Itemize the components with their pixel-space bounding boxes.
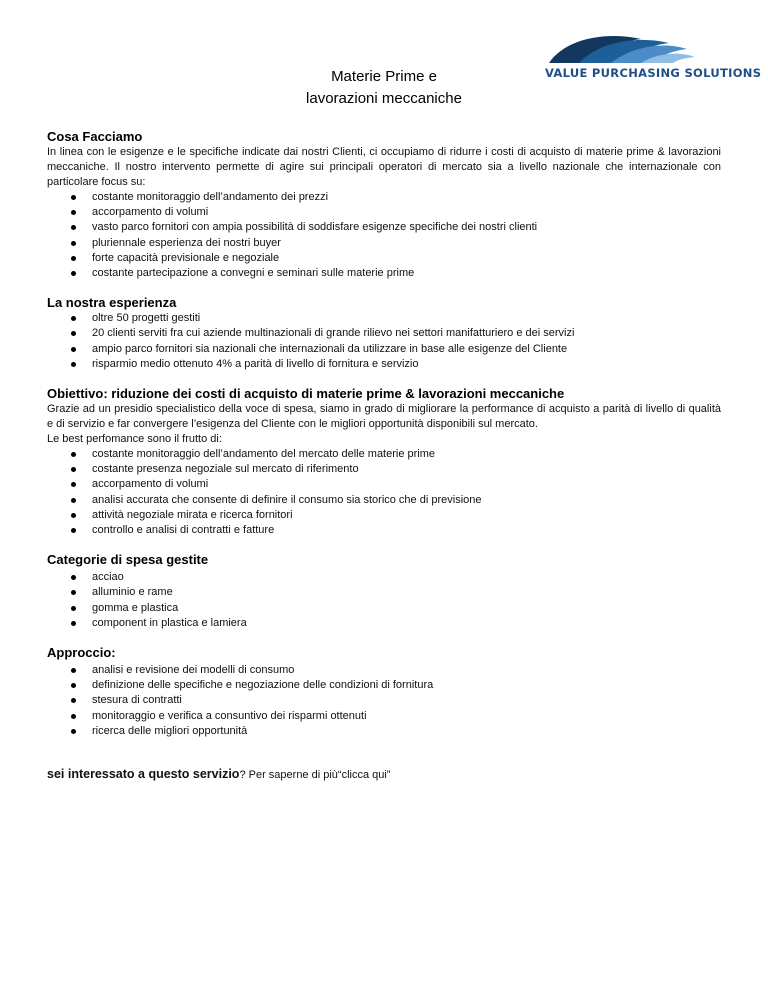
list-item: analisi accurata che consente di definire il consumo sia storico che di previsione xyxy=(92,493,721,508)
section-paragraph: Le best perfomance sono il frutto di: xyxy=(47,433,222,446)
list-item: monitoraggio e verifica a consuntivo dei risparmi ottenuti xyxy=(92,709,721,724)
list-item: pluriennale esperienza dei nostri buyer xyxy=(92,236,721,251)
title-line-2: lavorazioni meccaniche xyxy=(306,90,462,107)
section-obiettivo xyxy=(47,385,721,538)
list-item: analisi e revisione dei modelli di consumo xyxy=(92,663,721,678)
list-item: stesura di contratti xyxy=(92,693,721,708)
section-heading: Obiettivo: riduzione dei costi di acquisto di materie prime & lavorazioni meccaniche xyxy=(47,386,565,402)
list-item: costante presenza negoziale sul mercato di riferimento xyxy=(92,462,721,477)
section-heading: Categorie di spesa gestite xyxy=(47,552,209,568)
list-item: alluminio e rame xyxy=(92,585,721,600)
section-heading: Cosa Facciamo xyxy=(47,129,143,144)
list-item: costante partecipazione a convegni e seminari sulle materie prime xyxy=(92,266,721,281)
list-item: definizione delle specifiche e negoziazione delle condizioni di fornitura xyxy=(92,678,721,693)
list-item: vasto parco fornitori con ampia possibilità di soddisfare esigenze specifiche dei nostri clienti xyxy=(92,220,721,235)
title-line-1: Materie Prime e xyxy=(331,68,437,85)
bullet-list xyxy=(47,190,721,281)
list-item: attività negoziale mirata e ricerca fornitori xyxy=(92,508,721,523)
cta-link-text[interactable]: ? Per saperne di più“clicca qui” xyxy=(239,769,391,782)
section-categorie xyxy=(47,551,721,631)
list-item: oltre 50 progetti gestiti xyxy=(92,311,721,326)
logo-text: VALUE PURCHASING SOLUTIONS xyxy=(545,66,762,80)
bullet-list xyxy=(47,311,721,372)
call-to-action xyxy=(47,767,721,781)
list-item: controllo e analisi di contratti e fatture xyxy=(92,523,721,538)
list-item: costante monitoraggio dell’andamento dei prezzi xyxy=(92,190,721,205)
section-esperienza xyxy=(47,294,721,372)
list-item: accorpamento di volumi xyxy=(92,205,721,220)
list-item: ampio parco fornitori sia nazionali che internazionali da utilizzare in base alle esigenze del Cliente xyxy=(92,342,721,357)
cta-question: sei interessato a questo servizio xyxy=(47,767,240,782)
section-paragraph: In linea con le esigenze e le specifiche indicate dai nostri Clienti, ci occupiamo di ridurre i costi di acquisto di materie prime & lavorazioni meccaniche. Il nostro intervento permette di agire sui principali operatori di mercato sia a livello nazionale che internazionale con particolare focus su: xyxy=(47,146,721,188)
list-item: risparmio medio ottenuto 4% a parità di livello di fornitura e servizio xyxy=(92,357,721,372)
bullet-list xyxy=(47,663,721,739)
bullet-list xyxy=(47,447,721,538)
section-heading: Approccio: xyxy=(47,645,116,661)
list-item: ricerca delle migliori opportunità xyxy=(92,724,721,739)
bullet-list xyxy=(47,570,721,631)
list-item: gomma e plastica xyxy=(92,601,721,616)
section-paragraph: Grazie ad un presidio specialistico della voce di spesa, siamo in grado di migliorare la performance di acquisto a parità di livello di qualità e di servizio e far convergere l’esigenza del Cliente con le migliori opportunità disponibili sul mercato. xyxy=(47,403,721,431)
list-item: accorpamento di volumi xyxy=(92,477,721,492)
list-item: acciao xyxy=(92,570,721,585)
section-heading: La nostra esperienza xyxy=(47,295,177,311)
list-item: 20 clienti serviti fra cui aziende multinazionali di grande rilievo nei settori manifatturiero e dei servizi xyxy=(92,326,721,341)
section-cosa-facciamo xyxy=(47,128,721,281)
content xyxy=(47,128,721,781)
list-item: component in plastica e lamiera xyxy=(92,616,721,631)
list-item: forte capacità previsionale e negoziale xyxy=(92,251,721,266)
list-item: costante monitoraggio dell’andamento del mercato delle materie prime xyxy=(92,447,721,462)
page-title xyxy=(0,66,768,110)
section-approccio xyxy=(47,644,721,739)
